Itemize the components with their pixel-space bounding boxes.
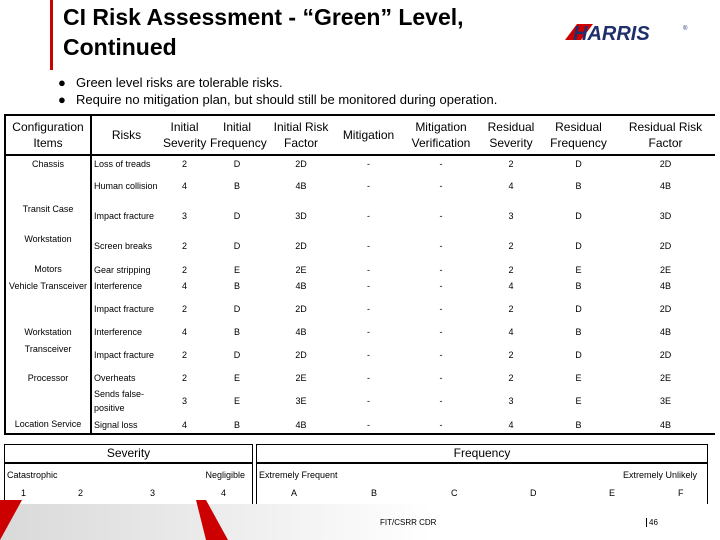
value-cell-rrf: 2D (659, 241, 672, 251)
value-cell-mv: - (439, 396, 443, 406)
value-cell-rrf: 3E (659, 396, 671, 406)
bullet-dot: ● (58, 92, 66, 107)
risk-cell: Screen breaks (94, 241, 153, 251)
value-cell-is: 4 (181, 281, 187, 291)
severity-tick: 2 (78, 488, 84, 498)
value-cell-if: D (233, 211, 241, 221)
value-cell-is: 2 (181, 373, 187, 383)
value-cell-is: 4 (181, 327, 187, 337)
value-cell-if: D (233, 304, 241, 314)
value-cell-mit: - (367, 373, 370, 383)
frequency-tick: E (609, 488, 616, 498)
value-cell-is: 2 (181, 264, 187, 275)
risk-cell: Loss of treads (94, 158, 151, 169)
value-cell-rrf: 2E (659, 373, 671, 383)
table-row (5, 370, 715, 386)
value-cell-mit: - (367, 158, 370, 169)
value-cell-mv: - (401, 416, 481, 434)
value-cell-mit: - (367, 350, 370, 360)
value-cell-mv: - (439, 181, 443, 191)
value-cell-rs: 2 (508, 304, 514, 314)
table-body (5, 155, 715, 434)
frequency-scale (256, 463, 708, 505)
header-risks: Risks (91, 115, 161, 155)
value-cell-rf: D (575, 158, 582, 169)
severity-tick: 3 (150, 488, 156, 498)
table-row (5, 261, 715, 278)
value-cell-is: 2 (181, 350, 187, 360)
value-cell-rs: 4 (481, 416, 541, 434)
svg-text:®: ® (683, 26, 688, 32)
value-cell-mv: - (439, 211, 443, 221)
value-cell-rs: 4 (508, 181, 514, 191)
bullet-dot: ● (58, 75, 66, 90)
table-row (5, 278, 715, 294)
value-cell-irf: 4B (295, 327, 307, 337)
header-initial-frequency: Initial Frequency (208, 115, 266, 155)
frequency-scale-right: Extremely Unlikely (623, 470, 698, 480)
table-row (5, 386, 715, 416)
value-cell-mit: - (367, 396, 370, 406)
value-cell-mit: - (367, 181, 370, 191)
value-cell-rf: D (575, 241, 582, 251)
value-cell-rrf: 4B (659, 181, 671, 191)
value-cell-if: E (233, 396, 240, 406)
value-cell-if: E (233, 373, 240, 383)
harris-logo (565, 20, 690, 46)
severity-label-box (4, 444, 253, 463)
value-cell-rf: B (541, 416, 616, 434)
frequency-scale-left: Extremely Frequent (259, 470, 338, 480)
config-item-cell: Vehicle Transceiver (5, 278, 91, 324)
value-cell-if: D (233, 350, 241, 360)
bullet-text: Green level risks are tolerable risks. (76, 75, 283, 90)
frequency-tick: C (451, 488, 458, 498)
value-cell-mit: - (367, 327, 370, 337)
config-item-cell: Transit Case (5, 201, 91, 231)
footer-decoration (0, 500, 720, 540)
value-cell-is: 2 (181, 241, 187, 251)
value-cell-mv: - (439, 327, 443, 337)
table-row (5, 231, 715, 261)
value-cell-if: B (233, 281, 240, 291)
value-cell-rs: 2 (508, 373, 514, 383)
bullet-item (58, 91, 497, 108)
footer-text: FIT/CSRR CDR (380, 518, 437, 527)
config-item-cell: Motors (5, 261, 91, 278)
value-cell-irf: 4B (266, 416, 336, 434)
value-cell-irf: 2E (295, 264, 307, 275)
config-item-cell: Location Service (5, 416, 91, 434)
table-header-row (5, 115, 715, 155)
header-mitigation: Mitigation (336, 115, 401, 155)
value-cell-is: 3 (181, 396, 187, 406)
value-cell-irf: 2D (295, 304, 307, 314)
value-cell-rs: 3 (508, 396, 514, 406)
value-cell-is: 4 (181, 181, 187, 191)
risk-cell: Signal loss (91, 416, 161, 434)
value-cell-irf: 3E (295, 396, 307, 406)
frequency-tick: B (371, 488, 378, 498)
config-item-cell: Workstation Transceiver (5, 324, 91, 370)
value-cell-is: 2 (181, 158, 187, 169)
risk-table (4, 114, 715, 435)
value-cell-rf: E (575, 373, 582, 383)
value-cell-rf: D (575, 350, 582, 360)
value-cell-rrf: 4B (659, 281, 671, 291)
table-row (5, 201, 715, 231)
header-initial-severity: Initial Severity (161, 115, 208, 155)
page-number-value: 46 (649, 518, 658, 527)
value-cell-rf: D (575, 211, 582, 221)
risk-cell: Gear stripping (94, 264, 151, 275)
header-config-items: Configuration Items (5, 115, 91, 155)
value-cell-rrf: 2D (659, 350, 672, 360)
value-cell-if: B (233, 181, 240, 191)
severity-tick: 4 (221, 488, 227, 498)
value-cell-if: B (233, 327, 240, 337)
value-cell-rs: 2 (508, 241, 514, 251)
value-cell-mv: - (439, 281, 443, 291)
frequency-label: Frequency (453, 446, 511, 460)
value-cell-mv: - (439, 241, 443, 251)
severity-scale-left: Catastrophic (7, 470, 58, 480)
header-residual-severity: Residual Severity (481, 115, 541, 155)
value-cell-mv: - (439, 373, 443, 383)
severity-label: Severity (106, 446, 151, 460)
page-number (646, 518, 658, 527)
severity-scale-right: Negligible (205, 470, 245, 480)
risk-cell: Overheats (94, 373, 136, 383)
value-cell-rs: 3 (508, 211, 514, 221)
value-cell-rrf: 3D (659, 211, 672, 221)
risk-cell: Interference (94, 281, 143, 291)
risk-cell: Human collision (94, 181, 158, 191)
table-row (5, 340, 715, 370)
frequency-label-box (256, 444, 708, 463)
value-cell-mv: - (439, 264, 443, 275)
value-cell-rf: D (575, 304, 582, 314)
severity-tick: 1 (21, 488, 27, 498)
value-cell-rs: 4 (508, 327, 514, 337)
config-item-cell: Workstation (5, 231, 91, 261)
bullet-list (58, 74, 497, 108)
risk-cell: Interference (94, 327, 143, 337)
frequency-tick: A (291, 488, 298, 498)
value-cell-mit: - (336, 416, 401, 434)
header-residual-frequency: Residual Frequency (541, 115, 616, 155)
logo-text: HARRIS (573, 23, 650, 45)
value-cell-if: B (208, 416, 266, 434)
value-cell-mit: - (367, 304, 370, 314)
value-cell-mv: - (439, 304, 443, 314)
header-residual-risk-factor: Residual Risk Factor (616, 115, 715, 155)
frequency-tick: D (530, 488, 537, 498)
value-cell-is: 2 (181, 304, 187, 314)
value-cell-mv: - (439, 158, 443, 169)
bullet-text: Require no mitigation plan, but should still be monitored during operation. (76, 92, 498, 107)
table-row (5, 155, 715, 171)
value-cell-irf: 2D (295, 350, 307, 360)
value-cell-irf: 2D (295, 241, 307, 251)
value-cell-rrf: 2D (659, 158, 672, 169)
value-cell-rrf: 2E (659, 264, 671, 275)
value-cell-if: D (233, 158, 241, 169)
value-cell-mit: - (367, 281, 370, 291)
value-cell-irf: 3D (295, 211, 307, 221)
value-cell-mit: - (367, 211, 370, 221)
value-cell-rf: B (575, 181, 582, 191)
value-cell-irf: 4B (295, 181, 307, 191)
risk-cell: Impact fracture (94, 304, 155, 314)
config-item-cell: Processor (5, 370, 91, 416)
value-cell-if: D (233, 241, 241, 251)
value-cell-rs: 2 (508, 264, 514, 275)
value-cell-rs: 2 (508, 158, 514, 169)
frequency-tick: F (678, 488, 684, 498)
value-cell-rrf: 4B (659, 327, 671, 337)
value-cell-rs: 2 (508, 350, 514, 360)
table-row (5, 324, 715, 340)
value-cell-rf: E (575, 396, 582, 406)
bullet-item (58, 74, 497, 91)
header-initial-risk-factor: Initial Risk Factor (266, 115, 336, 155)
value-cell-irf: 2E (295, 373, 307, 383)
value-cell-rrf: 2D (659, 304, 672, 314)
value-cell-rf: B (575, 281, 582, 291)
value-cell-rrf: 4B (616, 416, 715, 434)
value-cell-irf: 4B (295, 281, 307, 291)
value-cell-rf: E (575, 264, 582, 275)
value-cell-rf: B (575, 327, 582, 337)
title-accent-rule (50, 0, 53, 70)
risk-cell: Impact fracture (94, 350, 155, 360)
value-cell-mv: - (439, 350, 443, 360)
value-cell-if: E (233, 264, 240, 275)
value-cell-irf: 2D (295, 158, 307, 169)
page-title: CI Risk Assessment - “Green” Level, Continued (63, 4, 464, 60)
table-row (5, 416, 715, 434)
value-cell-mit: - (367, 241, 370, 251)
table-row (5, 171, 715, 201)
severity-scale (4, 463, 253, 505)
value-cell-rs: 4 (508, 281, 514, 291)
config-item-cell: Chassis (5, 155, 91, 201)
risk-cell: Sends false-positive (94, 389, 145, 413)
risk-cell: Impact fracture (94, 211, 155, 221)
value-cell-is: 3 (181, 211, 187, 221)
value-cell-mit: - (367, 264, 370, 275)
header-mitigation-verification: Mitigation Verification (401, 115, 481, 155)
value-cell-is: 4 (161, 416, 208, 434)
table-row (5, 294, 715, 324)
